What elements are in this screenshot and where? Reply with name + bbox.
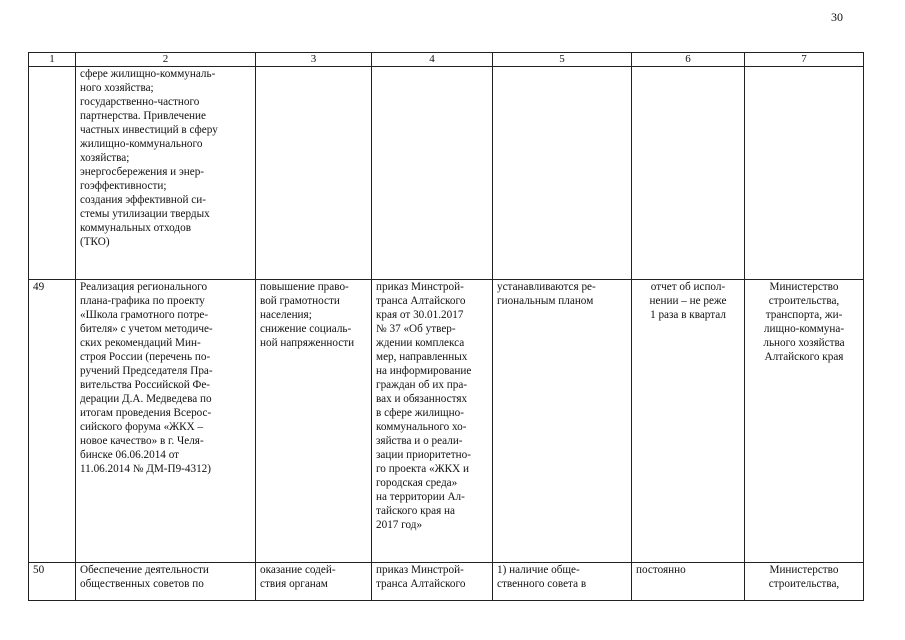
responsible-cell: Министерство строительства,	[745, 563, 864, 601]
indicator-cell	[493, 67, 632, 280]
deadline-cell: постоянно	[632, 563, 745, 601]
table-row	[29, 280, 864, 563]
responsible-cell	[745, 67, 864, 280]
indicator-cell: устанавливаются ре- гиональным планом	[493, 280, 632, 563]
measures-table	[28, 52, 864, 601]
legal-act-cell: приказ Минстрой- транса Алтайского	[372, 563, 493, 601]
result-cell	[256, 67, 372, 280]
column-number: 1	[29, 53, 76, 67]
row-number-cell	[29, 67, 76, 280]
column-number-row	[29, 53, 864, 67]
deadline-cell	[632, 67, 745, 280]
row-number-cell: 50	[29, 563, 76, 601]
result-cell: оказание содей- ствия органам	[256, 563, 372, 601]
column-number: 5	[493, 53, 632, 67]
indicator-cell: 1) наличие обще- ственного совета в	[493, 563, 632, 601]
measure-name-cell: Обеспечение деятельности общественных советов по	[76, 563, 256, 601]
page-number: 30	[831, 10, 843, 24]
column-number: 2	[76, 53, 256, 67]
measure-name-cell: Реализация регионального плана-графика по проекту «Школа грамотного потре- бителя» с учетом методиче- ских рекомендаций Мин- строя России (перечень по- ручений Председателя Пра- вительства Российской Фе- дерации Д.А. Медведева по итогам проведения Всерос- сийского форума «ЖКХ – новое качество» в г. Челя- бинске 06.06.2014 от 11.06.2014 № ДМ-П9-4312)	[76, 280, 256, 563]
table-row	[29, 67, 864, 280]
column-number: 3	[256, 53, 372, 67]
measure-name-cell: сфере жилищно-коммуналь- ного хозяйства; государственно-частного партнерства. Привлечение частных инвестиций в сферу жилищно-коммунального хозяйства; энергосбережения и энер- гоэффективности; создания эффективной си- стемы утилизации твердых коммунальных отходов (ТКО)	[76, 67, 256, 280]
deadline-cell: отчет об испол- нении – не реже 1 раза в квартал	[632, 280, 745, 563]
table-row	[29, 563, 864, 601]
column-number: 7	[745, 53, 864, 67]
result-cell: повышение право- вой грамотности населения; снижение социаль- ной напряженности	[256, 280, 372, 563]
column-number: 6	[632, 53, 745, 67]
legal-act-cell	[372, 67, 493, 280]
row-number-cell: 49	[29, 280, 76, 563]
column-number: 4	[372, 53, 493, 67]
responsible-cell: Министерство строительства, транспорта, жи- лищно-коммуна- льного хозяйства Алтайского края	[745, 280, 864, 563]
legal-act-cell: приказ Минстрой- транса Алтайского края от 30.01.2017 № 37 «Об утвер- ждении комплекса мер, направленных на информирование граждан об их пра- вах и обязанностях в сфере жилищно- коммунального хо- зяйства и о реали- зации приоритетно- го проекта «ЖКХ и городская среда» на территории Ал- тайского края на 2017 год»	[372, 280, 493, 563]
